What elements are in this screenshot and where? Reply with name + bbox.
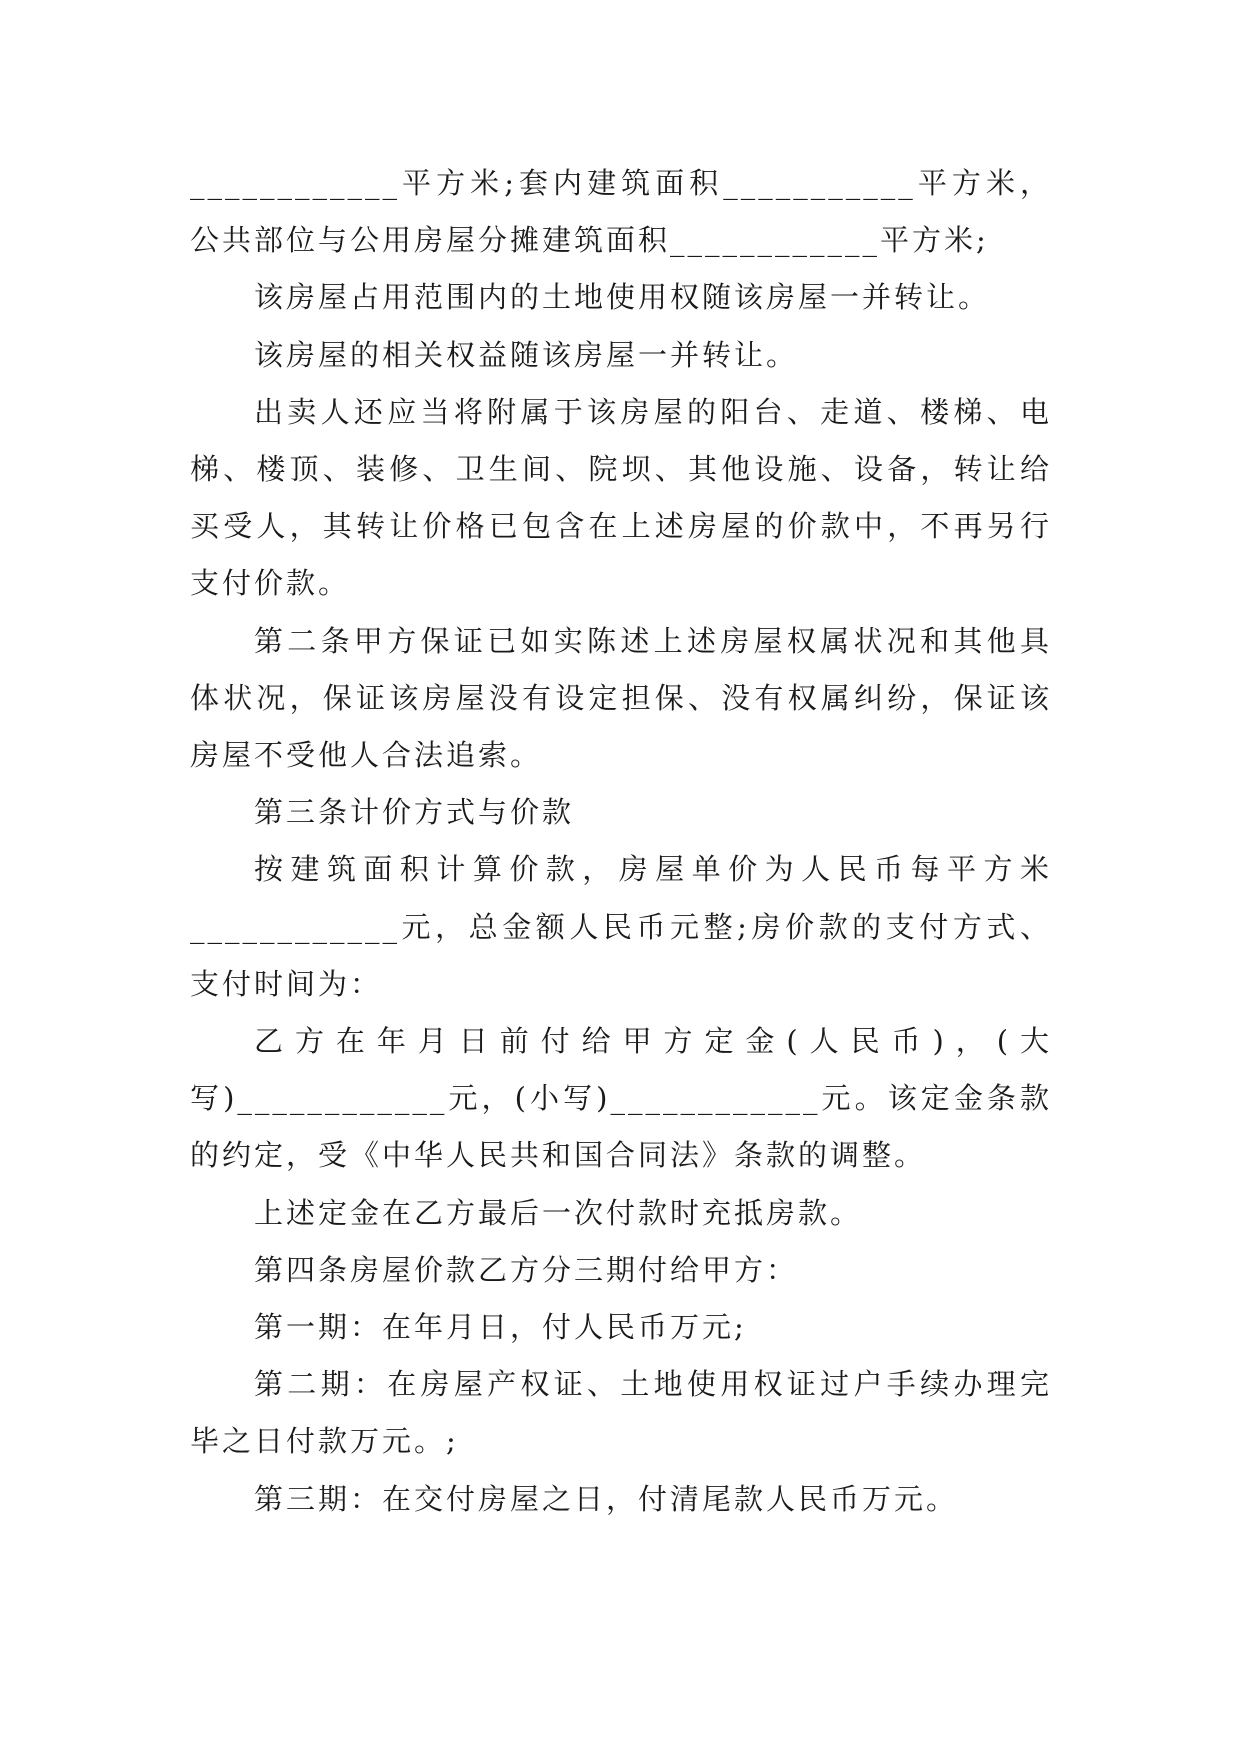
paragraph-deposit: 乙方在年月日前付给甲方定金(人民币)，(大写)____________元，(小写)____________元。该定金条款的约定，受《中华人民共和国合同法》条款的调整。 [190,1024,1052,1173]
paragraph-pricing: 按建筑面积计算价款，房屋单价为人民币每平方米____________元，总金额人民币元整;房价款的支付方式、支付时间为： [190,852,1052,1001]
paragraph-article-3-heading: 第三条计价方式与价款 [254,795,575,830]
paragraph-installment-3: 第三期：在交付房屋之日，付清尾款人民币万元。 [254,1481,959,1516]
document-body [190,155,1052,1528]
paragraph-rights: 该房屋的相关权益随该房屋一并转让。 [254,337,799,372]
paragraph-article-2: 第二条甲方保证已如实陈述上述房屋权属状况和其他具体状况，保证该房屋没有设定担保、没有权属纠纷，保证该房屋不受他人合法追索。 [190,623,1052,773]
paragraph-article-4: 第四条房屋价款乙方分三期付给甲方： [254,1252,799,1287]
paragraph-installment-2: 第二期：在房屋产权证、土地使用权证过户手续办理完毕之日付款万元。; [190,1367,1052,1459]
paragraph-installment-1: 第一期：在年月日，付人民币万元; [254,1310,747,1345]
paragraph-deposit-offset: 上述定金在乙方最后一次付款时充抵房款。 [254,1195,863,1230]
paragraph-area-info: ____________平方米;套内建筑面积___________平方米，公共部位与公用房屋分摊建筑面积____________平方米; [190,166,1052,258]
paragraph-land-use: 该房屋占用范围内的土地使用权随该房屋一并转让。 [254,280,991,315]
paragraph-attachments: 出卖人还应当将附属于该房屋的阳台、走道、楼梯、电梯、楼顶、装修、卫生间、院坝、其他设施、设备，转让给买受人，其转让价格已包含在上述房屋的价款中，不再另行支付价款。 [190,394,1052,601]
